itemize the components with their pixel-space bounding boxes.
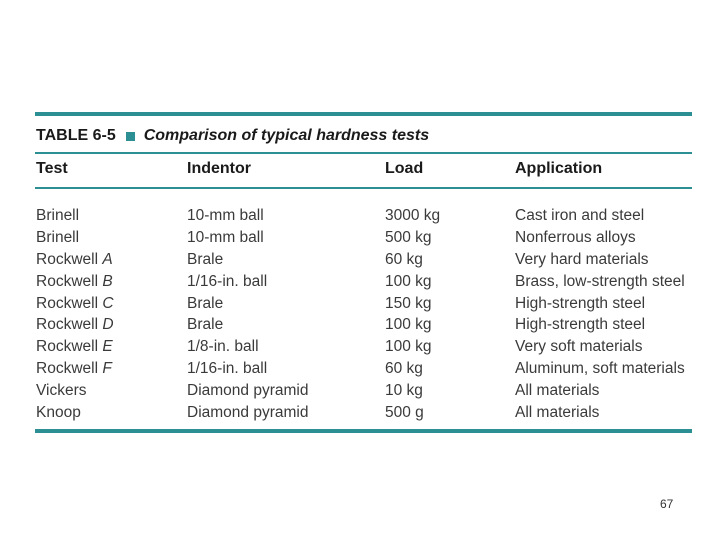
cell-indentor: Brale (187, 294, 224, 312)
table-row (0, 293, 720, 315)
column-header-test: Test (36, 160, 68, 177)
cell-test: Rockwell F (36, 360, 112, 378)
table-title: Comparison of typical hardness tests (143, 127, 430, 144)
cell-indentor: 1/16-in. ball (187, 272, 268, 290)
header-rule (35, 187, 692, 189)
cell-test: Knoop (36, 404, 81, 422)
cell-test: Vickers (36, 382, 87, 400)
cell-load: 100 kg (385, 338, 432, 356)
cell-load: 100 kg (385, 316, 432, 334)
table-bottom-rule (35, 429, 692, 433)
table-caption (36, 124, 429, 148)
table-top-rule (35, 112, 692, 116)
scale-letter: A (102, 250, 113, 268)
cell-application: Nonferrous alloys (515, 228, 636, 246)
cell-indentor: Diamond pyramid (187, 404, 309, 422)
cell-indentor: 1/16-in. ball (187, 360, 268, 378)
cell-application: High-strength steel (515, 316, 646, 334)
table-row (0, 227, 720, 249)
column-header-indentor: Indentor (187, 160, 251, 177)
cell-application: Cast iron and steel (515, 207, 645, 224)
cell-indentor: 10-mm ball (187, 228, 264, 246)
cell-load: 60 kg (385, 250, 423, 268)
scale-letter: C (102, 294, 114, 312)
cell-load: 500 g (385, 404, 424, 422)
cell-indentor: Brale (187, 316, 224, 334)
table-row (0, 249, 720, 271)
table-label: TABLE 6-5 (36, 127, 116, 144)
scale-letter: F (102, 360, 112, 378)
cell-test: Rockwell C (36, 294, 114, 312)
cell-test: Brinell (36, 207, 80, 224)
scale-letter: D (102, 316, 114, 334)
cell-test: Rockwell B (36, 272, 113, 290)
table-row (0, 271, 720, 293)
table-row (0, 314, 720, 336)
cell-load: 3000 kg (385, 207, 441, 224)
table-row (0, 402, 720, 424)
cell-test: Rockwell D (36, 316, 114, 334)
cell-application: Brass, low-strength steel (515, 272, 685, 290)
caption-rule (35, 152, 692, 154)
cell-load: 100 kg (385, 272, 432, 290)
cell-test: Rockwell E (36, 338, 113, 356)
cell-application: Aluminum, soft materials (515, 360, 685, 378)
table-row (0, 336, 720, 358)
cell-application: Very hard materials (515, 250, 649, 268)
table-row (0, 358, 720, 380)
cell-application: All materials (515, 404, 600, 422)
cell-indentor: Brale (187, 250, 224, 268)
column-header-application: Application (515, 160, 603, 177)
cell-test: Rockwell A (36, 250, 113, 268)
cell-load: 500 kg (385, 228, 432, 246)
table-header-row (0, 160, 720, 184)
square-bullet-icon (126, 132, 135, 141)
cell-application: High-strength steel (515, 294, 646, 312)
column-header-load: Load (385, 160, 424, 177)
cell-load: 150 kg (385, 294, 432, 312)
table-body (0, 205, 720, 424)
scale-letter: B (102, 272, 113, 290)
cell-indentor: Diamond pyramid (187, 382, 309, 400)
cell-test: Brinell (36, 228, 80, 246)
page-number: 67 (660, 497, 674, 511)
cell-application: Very soft materials (515, 338, 643, 356)
cell-indentor: 10-mm ball (187, 207, 264, 224)
cell-application: All materials (515, 382, 600, 400)
scale-letter: E (102, 338, 113, 356)
table-row (0, 205, 720, 227)
cell-load: 60 kg (385, 360, 423, 378)
cell-indentor: 1/8-in. ball (187, 338, 259, 356)
table-row (0, 380, 720, 402)
cell-load: 10 kg (385, 382, 423, 400)
